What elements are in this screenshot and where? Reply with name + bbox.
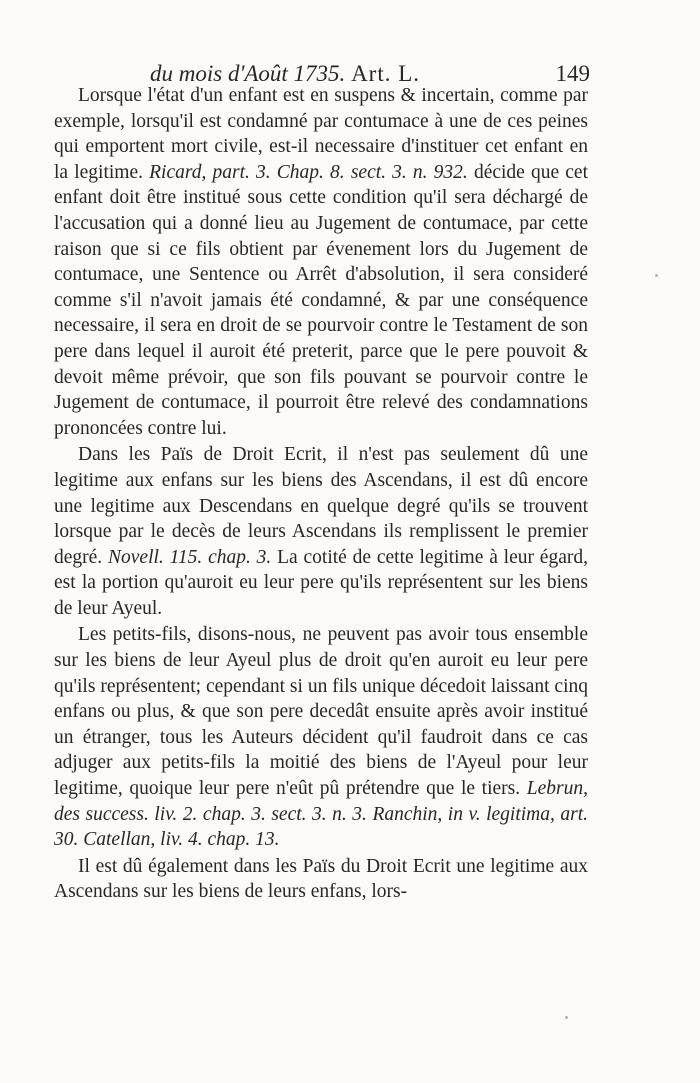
paragraph [54,83,588,441]
page-number: 149 [555,61,590,86]
paper-speck [655,274,658,277]
text-run: décide que cet enfant doit être institué sous cette condition qu'il sera déchargé de l'accusation qui a donné lieu au Jugement de contumace, par cette raison que si ce fils obtient par évenement lors du Jugement de contumace, une Sentence ou Arrêt d'absolution, il sera consideré comme s'il n'avoit jamais été condamné, & par une conséquence necessaire, il sera en droit de se pourvoir contre le Testament de son pere dans lequel il auroit été preterit, parce que le pere pouvoit & devoit même prévoir, que son fils pouvant se pourvoir contre le Jugement de contumace, il pourroit être relevé des condamnations prononcées contre lui. [54,161,588,439]
citation: Lebrun, des success. liv. 2. chap. 3. sect. 3. n. 3. Ranchin, in v. legitima, art. 30. Catellan, liv. 4. chap. 13. [54,778,588,851]
text-run: Lorsque l'état d'un enfant est en suspens & incertain, comme par exemple, lorsqu'il est condamné par contumace à une de ces peines qui emportent mort civile, est-il necessaire d'instituer cet enfant en la legitime. [54,85,588,183]
page-body [54,83,588,905]
paragraph [54,622,588,852]
paragraph [54,854,588,905]
paragraph [54,442,588,621]
running-title: du mois d'Août 1735. [150,61,346,86]
paper-speck [565,1016,568,1019]
citation: Ricard, part. 3. Chap. 8. sect. 3. n. 932. [149,161,468,183]
citation: Novell. 115. chap. 3. [108,546,272,568]
text-run: La cotité de cette legitime à leur égard, est la portion qu'auroit eu leur pere qu'ils représentent sur les biens de leur Ayeul. [54,546,588,619]
text-run: Dans les Païs de Droit Ecrit, il n'est pas seulement dû une legitime aux enfans sur les biens des Ascendans, il est dû encore une legitime aux Descendans en quelque degré qu'ils se trouvent lorsque par le decès de leurs Ascendans ils remplissent le premier degré. [54,444,588,568]
text-run: Il est dû également dans les Païs du Droit Ecrit une legitime aux Ascendans sur les biens de leurs enfans, lors- [54,855,588,903]
article-number: Art. L. [351,61,421,86]
text-run: Les petits-fils, disons-nous, ne peuvent pas avoir tous ensemble sur les biens de leur Ayeul plus de droit qu'en auroit eu leur pere qu'ils représentent; cependant si un fils unique décedoit laissant cinq enfans ou plus, & que son pere decedât ensuite après avoir institué un étranger, tous les Auteurs décident qu'il faudroit dans ce cas adjuger aux petits-fils la moitié des biens de l'Ayeul pour leur legitime, quoique leur pere n'eût pû prétendre que le tiers. [54,624,588,800]
